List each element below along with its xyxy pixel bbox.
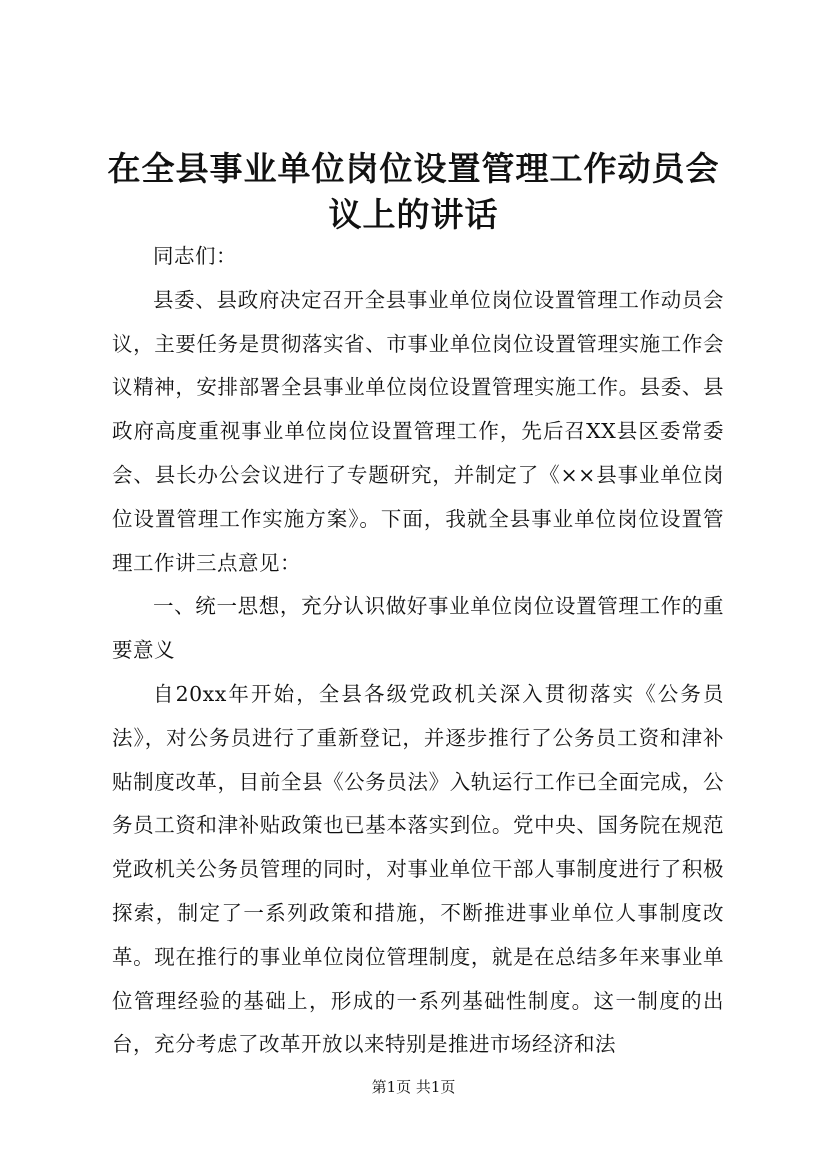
paragraph-intro: 县委、县政府决定召开全县事业单位岗位设置管理工作动员会议，主要任务是贯彻落实省、市事业单位岗位设置管理实施工作会议精神，安排部署全县事业单位岗位设置管理实施工作。县委、县政府高度重视事业单位岗位设置管理工作，先后召XX县区委常委会、县长办公会议进行了专题研究，并制定了《××县事业单位岗位设置管理工作实施方案》。下面，我就全县事业单位岗位设置管理工作讲三点意见： — [112, 287, 724, 575]
section-heading-1: 一、统一思想，充分认识做好事业单位岗位设置管理工作的重要意义 — [112, 594, 724, 663]
salutation: 同志们： — [153, 244, 237, 268]
page-number-footer: 第1页 共1页 — [371, 1078, 456, 1096]
document-title: 在全县事业单位岗位设置管理工作动员会议上的讲话 — [107, 149, 720, 234]
document-body — [112, 235, 724, 1067]
paragraph-background: 自20xx年开始，全县各级党政机关深入贯彻落实《公务员法》，对公务员进行了重新登记，并逐步推行了公务员工资和津补贴制度改革，目前全县《公务员法》入轨运行工作已全面完成，公务员工资和津补贴政策也已基本落实到位。党中央、国务院在规范党政机关公务员管理的同时，对事业单位干部人事制度进行了积极探索，制定了一系列政策和措施，不断推进事业单位人事制度改革。现在推行的事业单位岗位管理制度，就是在总结多年来事业单位管理经验的基础上，形成的一系列基础性制度。这一制度的出台，充分考虑了改革开放以来特别是推进市场经济和法 — [112, 681, 724, 1057]
